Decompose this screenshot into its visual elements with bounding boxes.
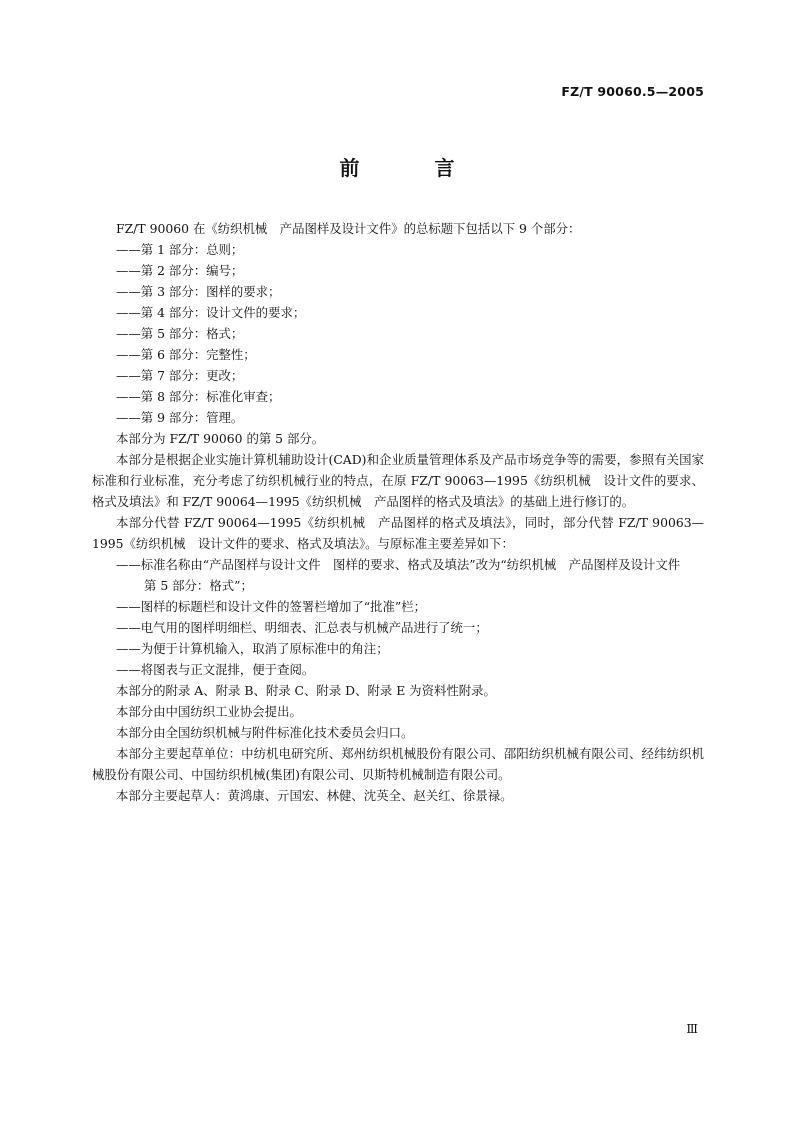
- difference-list-item: ——为便于计算机输入，取消了原标准中的角注；: [116, 641, 389, 656]
- this-part-paragraph: 本部分为 FZ/T 90060 的第 5 部分。: [116, 431, 325, 446]
- drafters-paragraph: 本部分主要起草人：黄鸿康、亓国宏、林健、沈英全、赵关红、徐景禄。: [116, 788, 513, 803]
- part-list-item: ——第 2 部分：编号；: [116, 263, 244, 278]
- appendix-paragraph: 本部分的附录 A、附录 B、附录 C、附录 D、附录 E 为资料性附录。: [116, 683, 496, 698]
- foreword-body: [92, 218, 704, 806]
- difference-list-item: ——图样的标题栏和设计文件的签署栏增加了“批准”栏；: [116, 599, 427, 614]
- page-title: 前 言: [339, 156, 489, 180]
- part-list-item: ——第 1 部分：总则；: [116, 242, 244, 257]
- difference-list-item: ——将图表与正文混排，便于查阅。: [116, 662, 315, 677]
- difference-list-item: ——电气用的图样明细栏、明细表、汇总表与机械产品进行了统一；: [116, 620, 488, 635]
- part-list-item: ——第 6 部分：完整性；: [116, 347, 256, 362]
- centralized-paragraph: 本部分由全国纺织机械与附件标准化技术委员会归口。: [116, 725, 414, 740]
- part-list-item: ——第 5 部分：格式；: [116, 326, 244, 341]
- part-list-item: ——第 8 部分：标准化审查；: [116, 389, 281, 404]
- replaces-paragraph: 本部分代替 FZ/T 90064—1995《纺织机械 产品图样的格式及填法》，同时，部分代替 FZ/T 90063—1995《纺织机械 设计文件的要求、格式及填法》。与原标准主要差异如下：: [92, 515, 704, 551]
- part-list-item: ——第 3 部分：图样的要求；: [116, 284, 281, 299]
- drafting-units-paragraph: 本部分主要起草单位：中纺机电研究所、郑州纺织机械股份有限公司、邵阳纺织机械有限公司、经纬纺织机械股份有限公司、中国纺织机械(集团)有限公司、贝斯特机械制造有限公司。: [92, 746, 704, 782]
- part-list-item: ——第 9 部分：管理。: [116, 410, 244, 425]
- part-list-item: ——第 7 部分：更改；: [116, 368, 244, 383]
- proposed-paragraph: 本部分由中国纺织工业协会提出。: [116, 704, 302, 719]
- difference-list-item: ——标准名称由“产品图样与设计文件 图样的要求、格式及填法”改为“纺织机械 产品图样及设计文件 第 5 部分：格式”；: [116, 557, 693, 593]
- basis-paragraph: 本部分是根据企业实施计算机辅助设计(CAD)和企业质量管理体系及产品市场竞争等的需要，参照有关国家标准和行业标准，充分考虑了纺织机械行业的特点，在原 FZ/T 90063—1995《纺织机械 设计文件的要求、格式及填法》和 FZ/T 90064—1995《纺织机械 产品图样的格式及填法》的基础上进行修订的。: [92, 452, 704, 509]
- part-list-item: ——第 4 部分：设计文件的要求；: [116, 305, 306, 320]
- page-number: Ⅲ: [686, 1022, 697, 1036]
- intro-paragraph: FZ/T 90060 在《纺织机械 产品图样及设计文件》的总标题下包括以下 9 个部分：: [116, 221, 581, 236]
- standard-code: FZ/T 90060.5—2005: [561, 84, 704, 99]
